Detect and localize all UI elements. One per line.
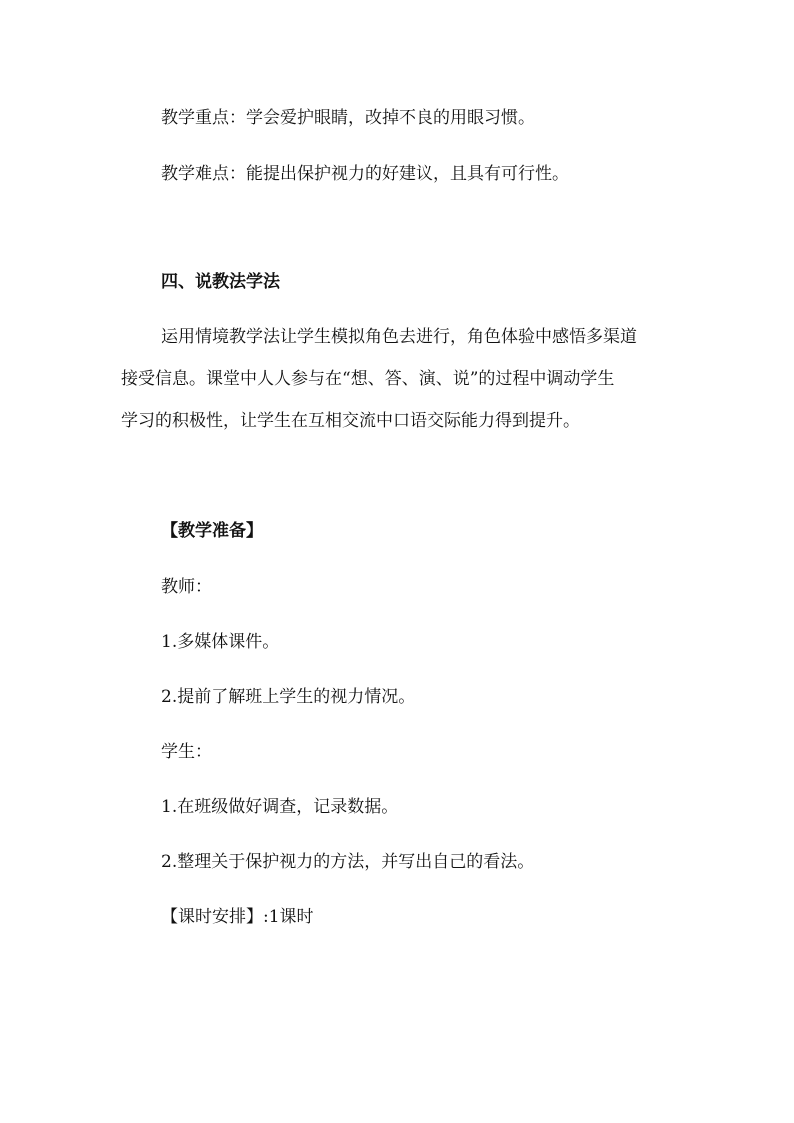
student-item-2: 2.整理关于保护视力的方法，并写出自己的看法。 [161, 852, 535, 872]
student-label: 学生： [161, 742, 212, 762]
section-heading-methods: 四、说教法学法 [161, 272, 280, 292]
preparation-heading: 【教学准备】 [161, 521, 263, 541]
teaching-key-point: 教学重点：学会爱护眼睛，改掉不良的用眼习惯。 [161, 108, 535, 128]
schedule-line: 【课时安排】:1课时 [161, 907, 314, 927]
teacher-item-1: 1.多媒体课件。 [161, 632, 280, 652]
teacher-item-2: 2.提前了解班上学生的视力情况。 [161, 687, 416, 707]
methods-paragraph-line-1: 运用情境教学法让学生模拟角色去进行，角色体验中感悟多渠道 [161, 327, 637, 347]
methods-paragraph-line-2: 接受信息。课堂中人人参与在“想、答、演、说”的过程中调动学生 [121, 369, 615, 389]
methods-paragraph-line-3: 学习的积极性，让学生在互相交流中口语交际能力得到提升。 [121, 411, 580, 431]
teaching-difficult-point: 教学难点：能提出保护视力的好建议，且具有可行性。 [161, 164, 569, 184]
student-item-1: 1.在班级做好调查，记录数据。 [161, 797, 399, 817]
teacher-label: 教师： [161, 577, 212, 597]
